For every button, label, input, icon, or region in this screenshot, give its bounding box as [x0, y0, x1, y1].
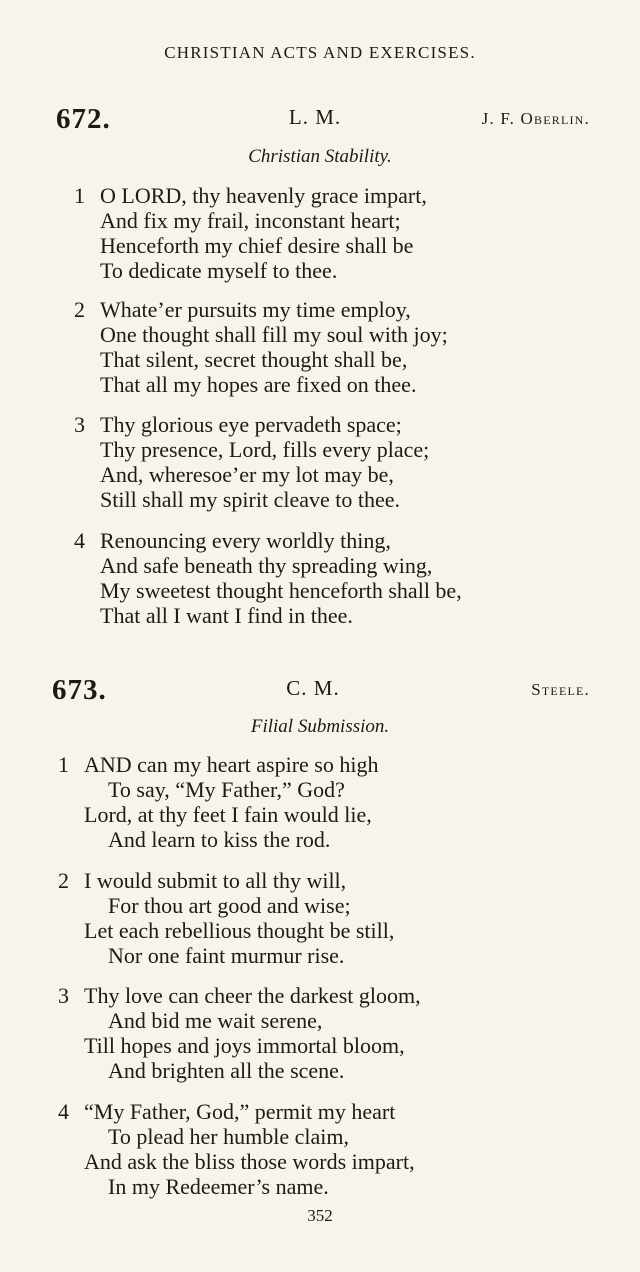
verse-line: I would submit to all thy will, [84, 868, 347, 893]
stanza-number: 3 [74, 412, 85, 437]
verse-line: And fix my frail, inconstant heart; [100, 208, 401, 233]
verse-line: In my Redeemer’s name. [108, 1174, 329, 1199]
hymn-meter: L. M. [288, 105, 342, 129]
verse-line: Thy presence, Lord, fills every place; [100, 437, 430, 462]
verse-line: O LORD, thy heavenly grace impart, [100, 183, 427, 208]
verse-line: Lord, at thy feet I fain would lie, [84, 802, 372, 827]
stanza-number: 2 [58, 868, 69, 893]
verse-line: To say, “My Father,” God? [108, 777, 345, 802]
hymn-title: Filial Submission. [250, 716, 390, 737]
verse-line: Till hopes and joys immortal bloom, [84, 1033, 405, 1058]
verse-line: “My Father, God,” permit my heart [84, 1099, 396, 1124]
verse-line: And learn to kiss the rod. [108, 827, 331, 852]
verse-line: And brighten all the scene. [108, 1058, 345, 1083]
verse-line: And, wheresoe’er my lot may be, [100, 462, 394, 487]
verse-line: AND can my heart aspire so high [84, 752, 379, 777]
verse-line: That all I want I find in thee. [100, 603, 353, 628]
verse-line: That all my hopes are fixed on thee. [100, 372, 417, 397]
stanza-number: 2 [74, 297, 85, 322]
verse-line: That silent, secret thought shall be, [100, 347, 408, 372]
verse-line: Thy love can cheer the darkest gloom, [84, 983, 421, 1008]
stanza-number: 4 [74, 528, 85, 553]
hymn-author: Steele. [531, 680, 590, 699]
hymn-author: J. F. Oberlin. [481, 109, 590, 128]
verse-line: To plead her humble claim, [108, 1124, 349, 1149]
verse-line: Let each rebellious thought be still, [84, 918, 395, 943]
page-number: 352 [307, 1206, 333, 1225]
hymn-673-header [0, 674, 640, 704]
hymn-672-header [0, 103, 640, 133]
stanza-number: 1 [58, 752, 69, 777]
verse-line: And ask the bliss those words impart, [84, 1149, 415, 1174]
verse-line: My sweetest thought henceforth shall be, [100, 578, 462, 603]
verse-line: Henceforth my chief desire shall be [100, 233, 414, 258]
running-head: CHRISTIAN ACTS AND EXERCISES. [164, 43, 476, 62]
stanza-number: 1 [74, 183, 85, 208]
verse-line: To dedicate myself to thee. [100, 258, 338, 283]
verse-line: One thought shall fill my soul with joy; [100, 322, 448, 347]
verse-line: Thy glorious eye pervadeth space; [100, 412, 402, 437]
verse-line: And bid me wait serene, [108, 1008, 323, 1033]
hymn-number: 672. [56, 103, 111, 135]
verse-line: For thou art good and wise; [108, 893, 351, 918]
stanza-number: 3 [58, 983, 69, 1008]
hymn-title: Christian Stability. [248, 146, 392, 167]
hymn-number: 673. [52, 674, 107, 706]
verse-line: And safe beneath thy spreading wing, [100, 553, 433, 578]
hymn-meter: C. M. [286, 676, 340, 700]
verse-line: Nor one faint murmur rise. [108, 943, 345, 968]
stanza-number: 4 [58, 1099, 69, 1124]
verse-line: Whate’er pursuits my time employ, [100, 297, 411, 322]
verse-line: Renouncing every worldly thing, [100, 528, 391, 553]
verse-line: Still shall my spirit cleave to thee. [100, 487, 400, 512]
